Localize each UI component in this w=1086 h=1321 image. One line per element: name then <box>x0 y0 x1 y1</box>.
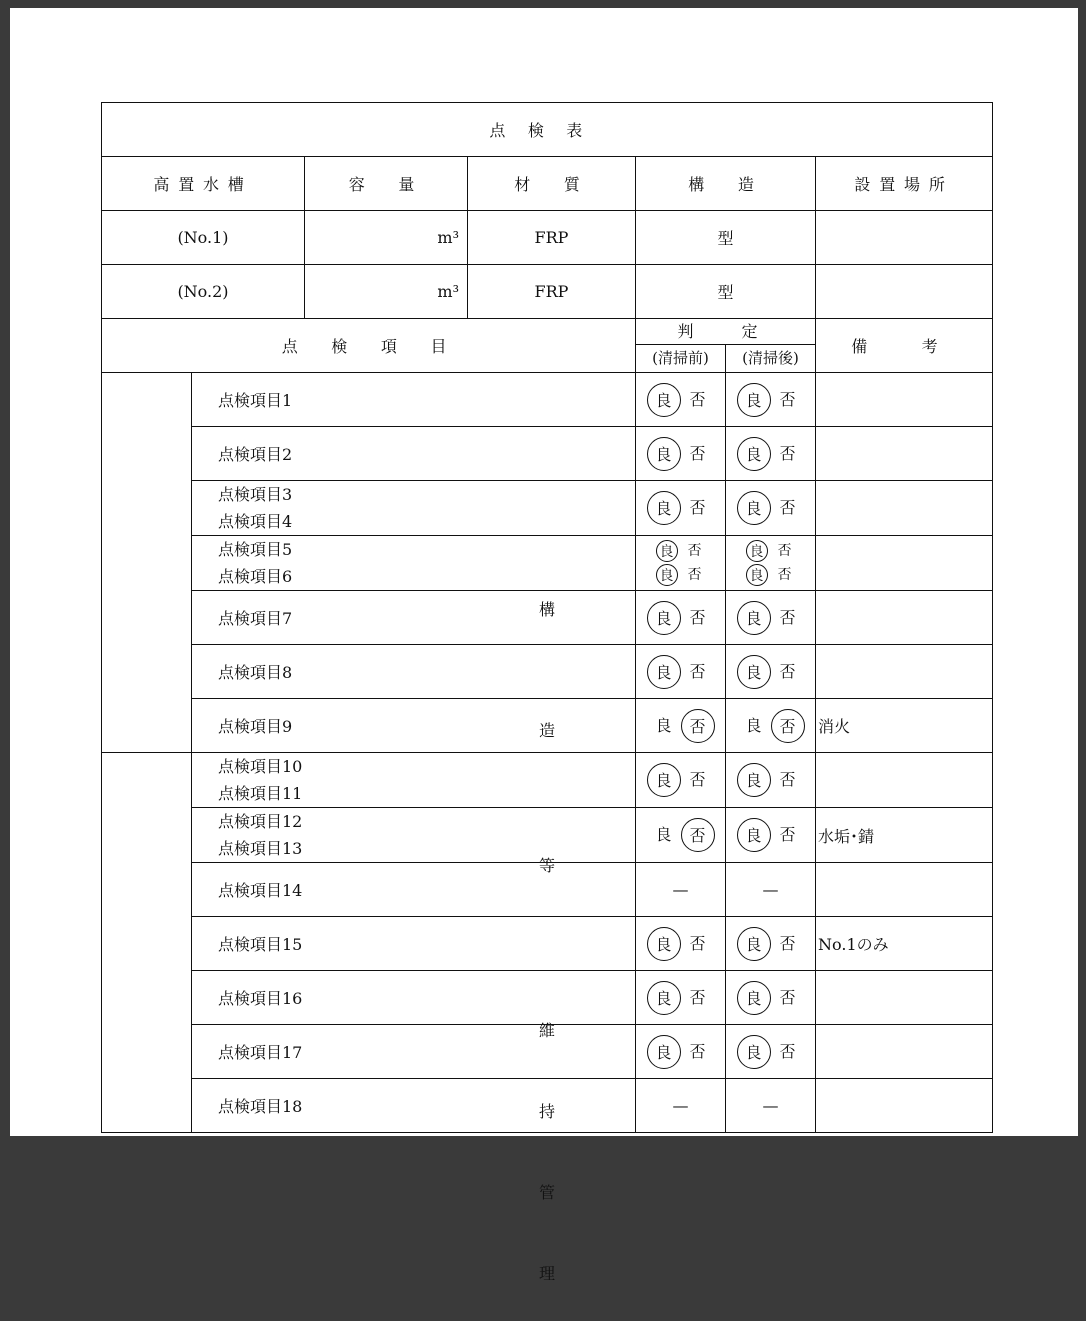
not-applicable-dash: — <box>672 1096 689 1115</box>
table-row <box>102 373 993 427</box>
good-option[interactable]: 良 <box>737 601 771 635</box>
good-option[interactable]: 良 <box>737 981 771 1015</box>
item-label: 点検項目7 <box>218 609 293 628</box>
table-title: 点検表 <box>102 103 993 157</box>
not-applicable-dash: — <box>762 1096 779 1115</box>
good-option[interactable]: 良 <box>737 437 771 471</box>
not-applicable-dash: — <box>672 880 689 899</box>
item-label: 点検項目18 <box>218 1097 303 1116</box>
bad-option[interactable]: 否 <box>779 661 796 681</box>
bad-option[interactable]: 否 <box>689 389 706 409</box>
good-option[interactable]: 良 <box>737 927 771 961</box>
good-option[interactable]: 良 <box>647 601 681 635</box>
bad-option[interactable]: 否 <box>779 933 796 953</box>
item-label: 点検項目17 <box>218 1043 303 1062</box>
category-char: 維 <box>539 1020 556 1040</box>
item-label: 点検項目3 <box>218 485 293 504</box>
good-option[interactable]: 良 <box>647 655 681 689</box>
header-capacity: 容 量 <box>305 157 468 211</box>
good-option[interactable]: 良 <box>737 1035 771 1069</box>
bad-option[interactable]: 否 <box>687 567 702 583</box>
window-edge <box>1078 8 1086 1136</box>
items-header: 点 検 項 目 <box>102 319 636 373</box>
item-label: 点検項目6 <box>218 567 293 586</box>
bad-option[interactable]: 否 <box>779 987 796 1007</box>
good-option[interactable]: 良 <box>647 383 681 417</box>
good-option[interactable]: 良 <box>647 437 681 471</box>
bad-option[interactable]: 否 <box>779 498 796 517</box>
bad-option[interactable]: 否 <box>779 607 796 627</box>
tank-name: (No.1) <box>102 211 305 265</box>
item-label: 点検項目9 <box>218 717 293 736</box>
tank-row <box>102 265 993 319</box>
item-label: 点検項目4 <box>218 512 293 531</box>
good-option[interactable]: 良 <box>737 763 771 797</box>
bad-option[interactable]: 否 <box>779 825 796 844</box>
inspection-item <box>192 427 636 481</box>
bad-option[interactable]: 否 <box>681 709 715 743</box>
bad-option[interactable]: 否 <box>681 818 715 852</box>
remark: No.1のみ <box>816 917 993 971</box>
good-option[interactable]: 良 <box>647 981 681 1015</box>
good-option[interactable]: 良 <box>656 540 678 562</box>
item-label: 点検項目16 <box>218 989 303 1008</box>
remark <box>816 481 993 536</box>
item-label: 点検項目12 <box>218 812 303 831</box>
good-option[interactable]: 良 <box>656 564 678 586</box>
table-row <box>102 427 993 481</box>
item-label: 点検項目1 <box>218 391 293 410</box>
bad-option[interactable]: 否 <box>689 443 706 463</box>
tank-location <box>816 211 993 265</box>
good-option[interactable]: 良 <box>655 825 672 844</box>
good-option[interactable]: 良 <box>737 491 771 525</box>
good-option[interactable]: 良 <box>647 763 681 797</box>
good-option[interactable]: 良 <box>737 383 771 417</box>
judgement-before[interactable] <box>636 373 726 427</box>
bad-option[interactable]: 否 <box>779 389 796 409</box>
tank-material: FRP <box>468 265 636 319</box>
judgement-label: 判 定 <box>636 319 815 345</box>
tank-type: 型 <box>636 211 816 265</box>
category-char: 等 <box>539 855 556 875</box>
header-structure: 構 造 <box>636 157 816 211</box>
remark: 消火 <box>816 699 993 753</box>
judgement-after[interactable] <box>726 427 816 481</box>
tank-capacity: m³ <box>305 265 468 319</box>
good-option[interactable]: 良 <box>746 540 768 562</box>
bad-option[interactable]: 否 <box>777 567 792 583</box>
bad-option[interactable]: 否 <box>771 709 805 743</box>
item-label: 点検項目8 <box>218 663 293 682</box>
tank-material: FRP <box>468 211 636 265</box>
table-row <box>102 481 993 536</box>
item-label: 点検項目13 <box>218 839 303 858</box>
category-char: 持 <box>539 1101 556 1121</box>
bad-option[interactable]: 否 <box>689 987 706 1007</box>
inspection-item <box>192 373 636 427</box>
category-char: 造 <box>539 720 556 740</box>
header-tank: 高置水槽 <box>102 157 305 211</box>
good-option[interactable]: 良 <box>655 715 672 735</box>
category-char: 構 <box>539 599 556 619</box>
good-option[interactable]: 良 <box>647 491 681 525</box>
before-label: (清掃前) <box>636 345 726 372</box>
good-option[interactable]: 良 <box>647 927 681 961</box>
remark <box>816 373 993 427</box>
good-option[interactable]: 良 <box>647 1035 681 1069</box>
tank-row <box>102 211 993 265</box>
good-option[interactable]: 良 <box>746 564 768 586</box>
remarks-header: 備 考 <box>816 319 993 373</box>
judgement-header <box>636 319 816 373</box>
category-char: 管 <box>539 1182 556 1202</box>
good-option[interactable]: 良 <box>745 715 762 735</box>
inspection-table <box>101 102 993 1283</box>
bad-option[interactable]: 否 <box>779 770 796 789</box>
bad-option[interactable]: 否 <box>689 1041 706 1061</box>
header-material: 材 質 <box>468 157 636 211</box>
not-applicable-dash: — <box>762 880 779 899</box>
tank-capacity: m³ <box>305 211 468 265</box>
header-location: 設置場所 <box>816 157 993 211</box>
bad-option[interactable]: 否 <box>689 661 706 681</box>
category-char: 理 <box>539 1263 556 1283</box>
bad-option[interactable]: 否 <box>689 607 706 627</box>
good-option[interactable]: 良 <box>737 655 771 689</box>
tank-type: 型 <box>636 265 816 319</box>
judgement-after[interactable] <box>726 481 816 536</box>
bad-option[interactable]: 否 <box>689 770 706 789</box>
item-label: 点検項目5 <box>218 540 293 559</box>
inspection-item <box>192 481 636 536</box>
judgement-before[interactable] <box>636 481 726 536</box>
judgement-after[interactable] <box>726 373 816 427</box>
remark <box>816 427 993 481</box>
tank-name: (No.2) <box>102 265 305 319</box>
bad-option[interactable]: 否 <box>689 498 706 517</box>
bad-option[interactable]: 否 <box>779 1041 796 1061</box>
bad-option[interactable]: 否 <box>779 443 796 463</box>
after-label: (清掃後) <box>742 349 799 367</box>
tank-location <box>816 265 993 319</box>
judgement-before[interactable] <box>636 427 726 481</box>
remark: 水垢･錆 <box>816 808 993 863</box>
item-label: 点検項目11 <box>218 784 303 803</box>
item-label: 点検項目10 <box>218 757 303 776</box>
bad-option[interactable]: 否 <box>689 933 706 953</box>
item-label: 点検項目15 <box>218 935 303 954</box>
item-label: 点検項目14 <box>218 881 303 900</box>
document-page <box>10 8 1078 1283</box>
item-label: 点検項目2 <box>218 445 293 464</box>
bad-option[interactable]: 否 <box>777 543 792 559</box>
bad-option[interactable]: 否 <box>687 543 702 559</box>
good-option[interactable]: 良 <box>737 818 771 852</box>
